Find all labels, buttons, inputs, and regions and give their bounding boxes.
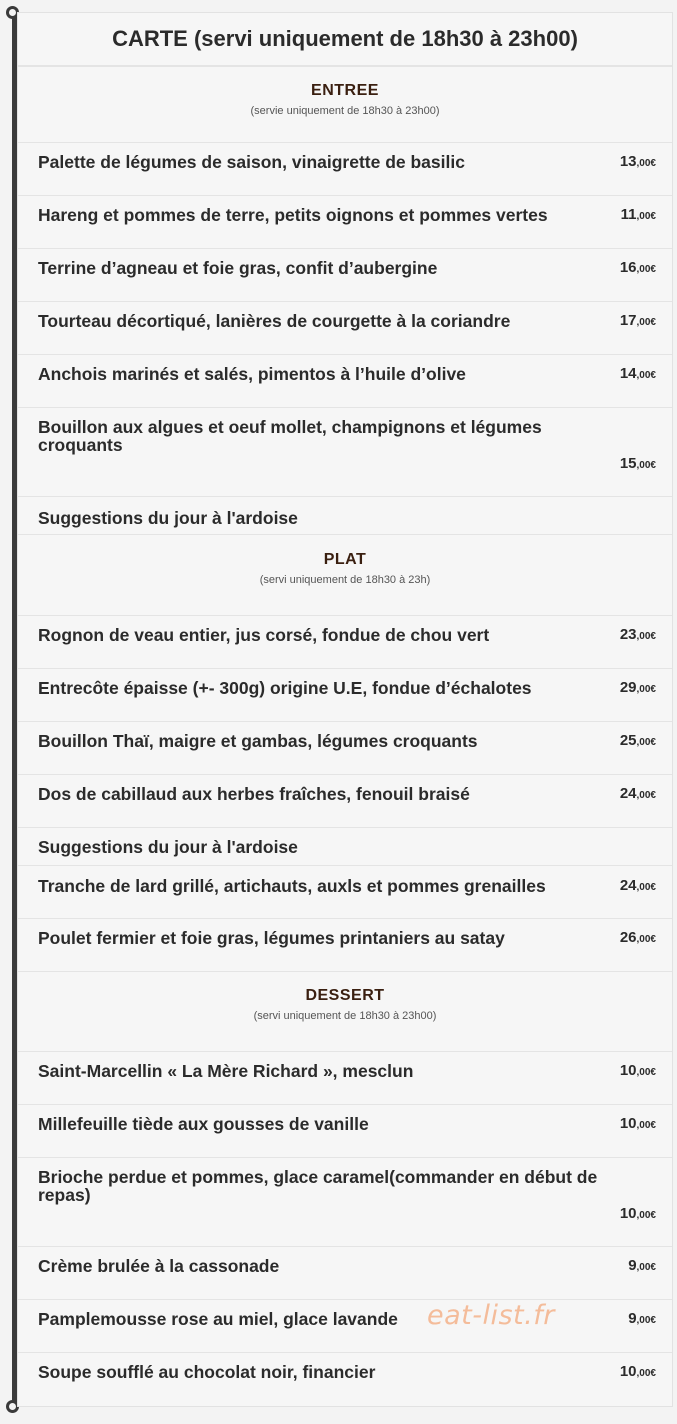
item-name: Anchois marinés et salés, pimentos à l’huile d’olive (38, 364, 466, 384)
item-price: 24,00€ (619, 785, 656, 802)
item-price: 24,00€ (619, 877, 656, 894)
menu-item (18, 196, 672, 249)
menu-item (18, 669, 672, 722)
item-price: 10,00€ (619, 1062, 656, 1079)
item-name: Saint-Marcellin « La Mère Richard », mesclun (38, 1061, 414, 1081)
section-name: DESSERT (305, 987, 385, 1004)
item-price: 16,00€ (619, 259, 656, 276)
menu-item (18, 408, 672, 497)
menu-item (18, 249, 672, 302)
watermark: eat-list.fr (427, 1300, 555, 1331)
item-name: Rognon de veau entier, jus corsé, fondue de chou vert (38, 625, 490, 645)
section-note: (servi uniquement de 18h30 à 23h) (259, 574, 431, 586)
menu-item-suggestion (18, 497, 672, 535)
item-name: Brioche perdue et pommes, glace caramel(commander en début de repas) (38, 1167, 598, 1205)
menu-item (18, 1247, 672, 1300)
menu-item (18, 1353, 672, 1406)
item-name: Suggestions du jour à l'ardoise (38, 508, 298, 528)
item-name: Soupe soufflé au chocolat noir, financier (38, 1362, 376, 1382)
item-name: Dos de cabillaud aux herbes fraîches, fenouil braisé (38, 784, 470, 804)
menu-item (18, 1300, 672, 1353)
menu-item (18, 1158, 672, 1247)
item-price: 26,00€ (619, 929, 656, 946)
item-price: 15,00€ (619, 455, 656, 472)
menu-item (18, 143, 672, 196)
item-price: 10,00€ (619, 1363, 656, 1380)
section-header-dessert (18, 972, 672, 1052)
item-name: Millefeuille tiède aux gousses de vanille (38, 1114, 369, 1134)
menu-item (18, 919, 672, 972)
section-name: ENTREE (311, 82, 379, 99)
item-price: 11,00€ (620, 206, 656, 223)
section-note: (servie uniquement de 18h30 à 23h00) (250, 105, 440, 117)
item-price: 9,00€ (628, 1310, 656, 1327)
section-header-plat (18, 535, 672, 616)
item-price: 25,00€ (619, 732, 656, 749)
item-price: 13,00€ (619, 153, 656, 170)
item-name: Tourteau décortiqué, lanières de courgette à la coriandre (38, 311, 511, 331)
item-price: 17,00€ (619, 312, 656, 329)
item-name: Palette de légumes de saison, vinaigrette de basilic (38, 152, 465, 172)
menu-item (18, 302, 672, 355)
menu-item (18, 355, 672, 408)
item-price: 10,00€ (619, 1205, 656, 1222)
menu-item-suggestion (18, 828, 672, 866)
menu-item (18, 722, 672, 775)
menu-item (18, 866, 672, 919)
section-note: (servi uniquement de 18h30 à 23h00) (253, 1010, 437, 1022)
item-name: Suggestions du jour à l'ardoise (38, 837, 298, 857)
menu-item (18, 1052, 672, 1105)
menu-item (18, 775, 672, 828)
menu-card (17, 12, 673, 1407)
item-name: Bouillon aux algues et oeuf mollet, champignons et légumes croquants (38, 417, 542, 455)
menu-item (18, 616, 672, 669)
section-header-entree (18, 67, 672, 143)
item-price: 14,00€ (619, 365, 656, 382)
item-name: Bouillon Thaï, maigre et gambas, légumes croquants (38, 731, 478, 751)
item-price: 23,00€ (619, 626, 656, 643)
menu-item (18, 1105, 672, 1158)
item-name: Crème brulée à la cassonade (38, 1256, 280, 1276)
item-name: Pamplemousse rose au miel, glace lavande (38, 1309, 398, 1329)
item-name: Tranche de lard grillé, artichauts, auxls et pommes grenailles (38, 876, 546, 896)
item-price: 9,00€ (628, 1257, 656, 1274)
item-price: 29,00€ (619, 679, 656, 696)
menu-title: CARTE (servi uniquement de 18h30 à 23h00) (18, 13, 672, 67)
item-name: Hareng et pommes de terre, petits oignons et pommes vertes (38, 205, 548, 225)
item-name: Terrine d’agneau et foie gras, confit d’aubergine (38, 258, 438, 278)
item-name: Poulet fermier et foie gras, légumes printaniers au satay (38, 928, 505, 948)
item-price: 10,00€ (619, 1115, 656, 1132)
item-name: Entrecôte épaisse (+- 300g) origine U.E, fondue d’échalotes (38, 678, 532, 698)
section-name: PLAT (323, 551, 367, 568)
